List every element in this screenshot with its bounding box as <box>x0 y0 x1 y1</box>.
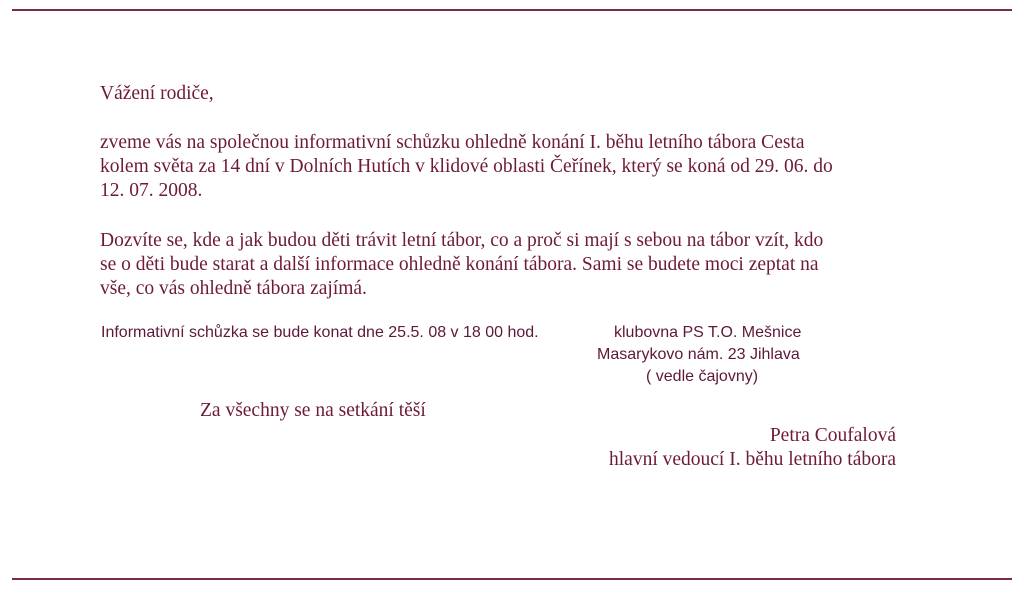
bottom-divider <box>12 578 1012 580</box>
venue-line: ( vedle čajovny) <box>646 368 759 385</box>
top-divider <box>12 9 1012 11</box>
signature-name: Petra Coufalová <box>769 425 896 446</box>
signature-role: hlavní vedoucí I. běhu letního tábora <box>609 449 896 470</box>
paragraph-line: vše, co vás ohledně tábora zajímá. <box>100 278 367 299</box>
details-paragraph <box>100 229 823 301</box>
venue-line: klubovna PS T.O. Mešnice <box>614 324 802 341</box>
paragraph-line: zveme vás na společnou informativní schůzku ohledně konání I. běhu letního tábora Cesta <box>100 132 805 153</box>
invitation-paragraph <box>100 131 833 203</box>
meeting-date-time: Informativní schůzka se bude konat dne 25.5. 08 v 18 00 hod. <box>101 324 539 341</box>
paragraph-line: 12. 07. 2008. <box>100 180 203 201</box>
venue-line: Masarykovo nám. 23 Jihlava <box>597 346 800 363</box>
paragraph-line: se o děti bude starat a další informace ohledně konání tábora. Sami se budete moci zeptat na <box>100 254 819 275</box>
meeting-venue <box>597 322 801 388</box>
paragraph-line: Dozvíte se, kde a jak budou děti trávit letní tábor, co a proč si mají s sebou na tábor vzít, kdo <box>100 230 824 251</box>
closing-line: Za všechny se na setkání těší <box>200 400 426 421</box>
greeting: Vážení rodiče, <box>100 83 214 104</box>
paragraph-line: kolem světa za 14 dní v Dolních Hutích v klidové oblasti Čeřínek, který se koná od 29. 06. do <box>100 156 833 177</box>
